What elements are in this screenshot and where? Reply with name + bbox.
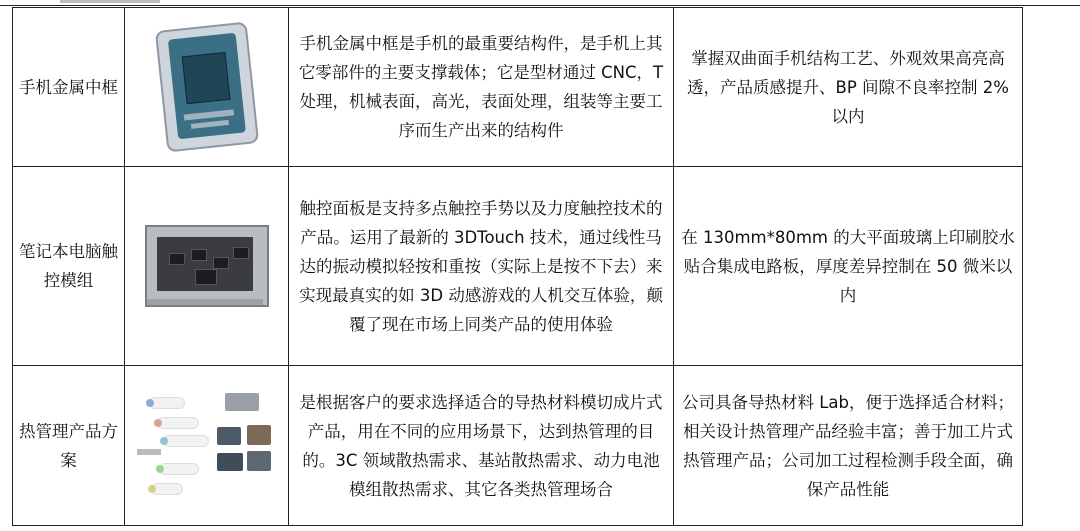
product-advantage-cell bbox=[674, 167, 1023, 366]
header-divider bbox=[0, 5, 1080, 6]
product-description: 手机金属中框是手机的最重要结构件，是手机上其它零部件的主要支撑载体；它是型材通过 CNC，T 处理，机械表面，高光，表面处理，组装等主要工序而生产出来的结构件 bbox=[298, 34, 664, 140]
product-advantage-cell bbox=[674, 366, 1023, 526]
table-row bbox=[13, 366, 1023, 526]
header-faded-text bbox=[60, 0, 160, 3]
product-table bbox=[12, 7, 1023, 526]
product-name-cell bbox=[13, 167, 125, 366]
product-advantage: 掌握双曲面手机结构工艺、外观效果高亮高透，产品质感提升、BP 间隙不良率控制 2%以内 bbox=[687, 48, 1009, 126]
thermal-diagram-image bbox=[137, 391, 277, 501]
product-description: 触控面板是支持多点触控手势以及力度触控技术的产品。运用了最新的 3DTouch 技术，通过线性马达的振动模拟轻按和重按（实际上是按不下去）来实现最真实的如 3D 动感游戏的人机交互体验，颠覆了现在市场上同类产品的使用体验 bbox=[299, 198, 663, 334]
product-advantage: 在 130mm*80mm 的大平面玻璃上印刷胶水贴合集成电路板，厚度差异控制在 50 微米以内 bbox=[681, 227, 1015, 305]
product-description-cell bbox=[289, 8, 674, 167]
product-description: 是根据客户的要求选择适合的导热材料模切成片式产品，用在不同的应用场景下，达到热管理的目的。3C 领域散热需求、基站散热需求、动力电池模组散热需求、其它各类热管理场合 bbox=[299, 392, 663, 499]
product-name: 笔记本电脑触控模组 bbox=[19, 242, 118, 290]
product-image-cell bbox=[125, 366, 289, 526]
touchpad-image bbox=[145, 225, 269, 307]
product-description-cell bbox=[289, 366, 674, 526]
product-description-cell bbox=[289, 167, 674, 366]
product-name-cell bbox=[13, 366, 125, 526]
product-name-cell bbox=[13, 8, 125, 167]
product-advantage-cell bbox=[674, 8, 1023, 167]
product-image-cell bbox=[125, 167, 289, 366]
metal-frame-image bbox=[154, 22, 258, 153]
page-header-rule bbox=[0, 0, 1080, 6]
product-advantage: 公司具备导热材料 Lab，便于选择适合材料；相关设计热管理产品经验丰富；善于加工片式热管理产品；公司加工过程检测手段全面，确保产品性能 bbox=[681, 392, 1015, 499]
product-image-cell bbox=[125, 8, 289, 167]
product-name: 热管理产品方案 bbox=[19, 421, 118, 470]
table-row bbox=[13, 167, 1023, 366]
table-row bbox=[13, 8, 1023, 167]
product-name: 手机金属中框 bbox=[19, 77, 118, 97]
